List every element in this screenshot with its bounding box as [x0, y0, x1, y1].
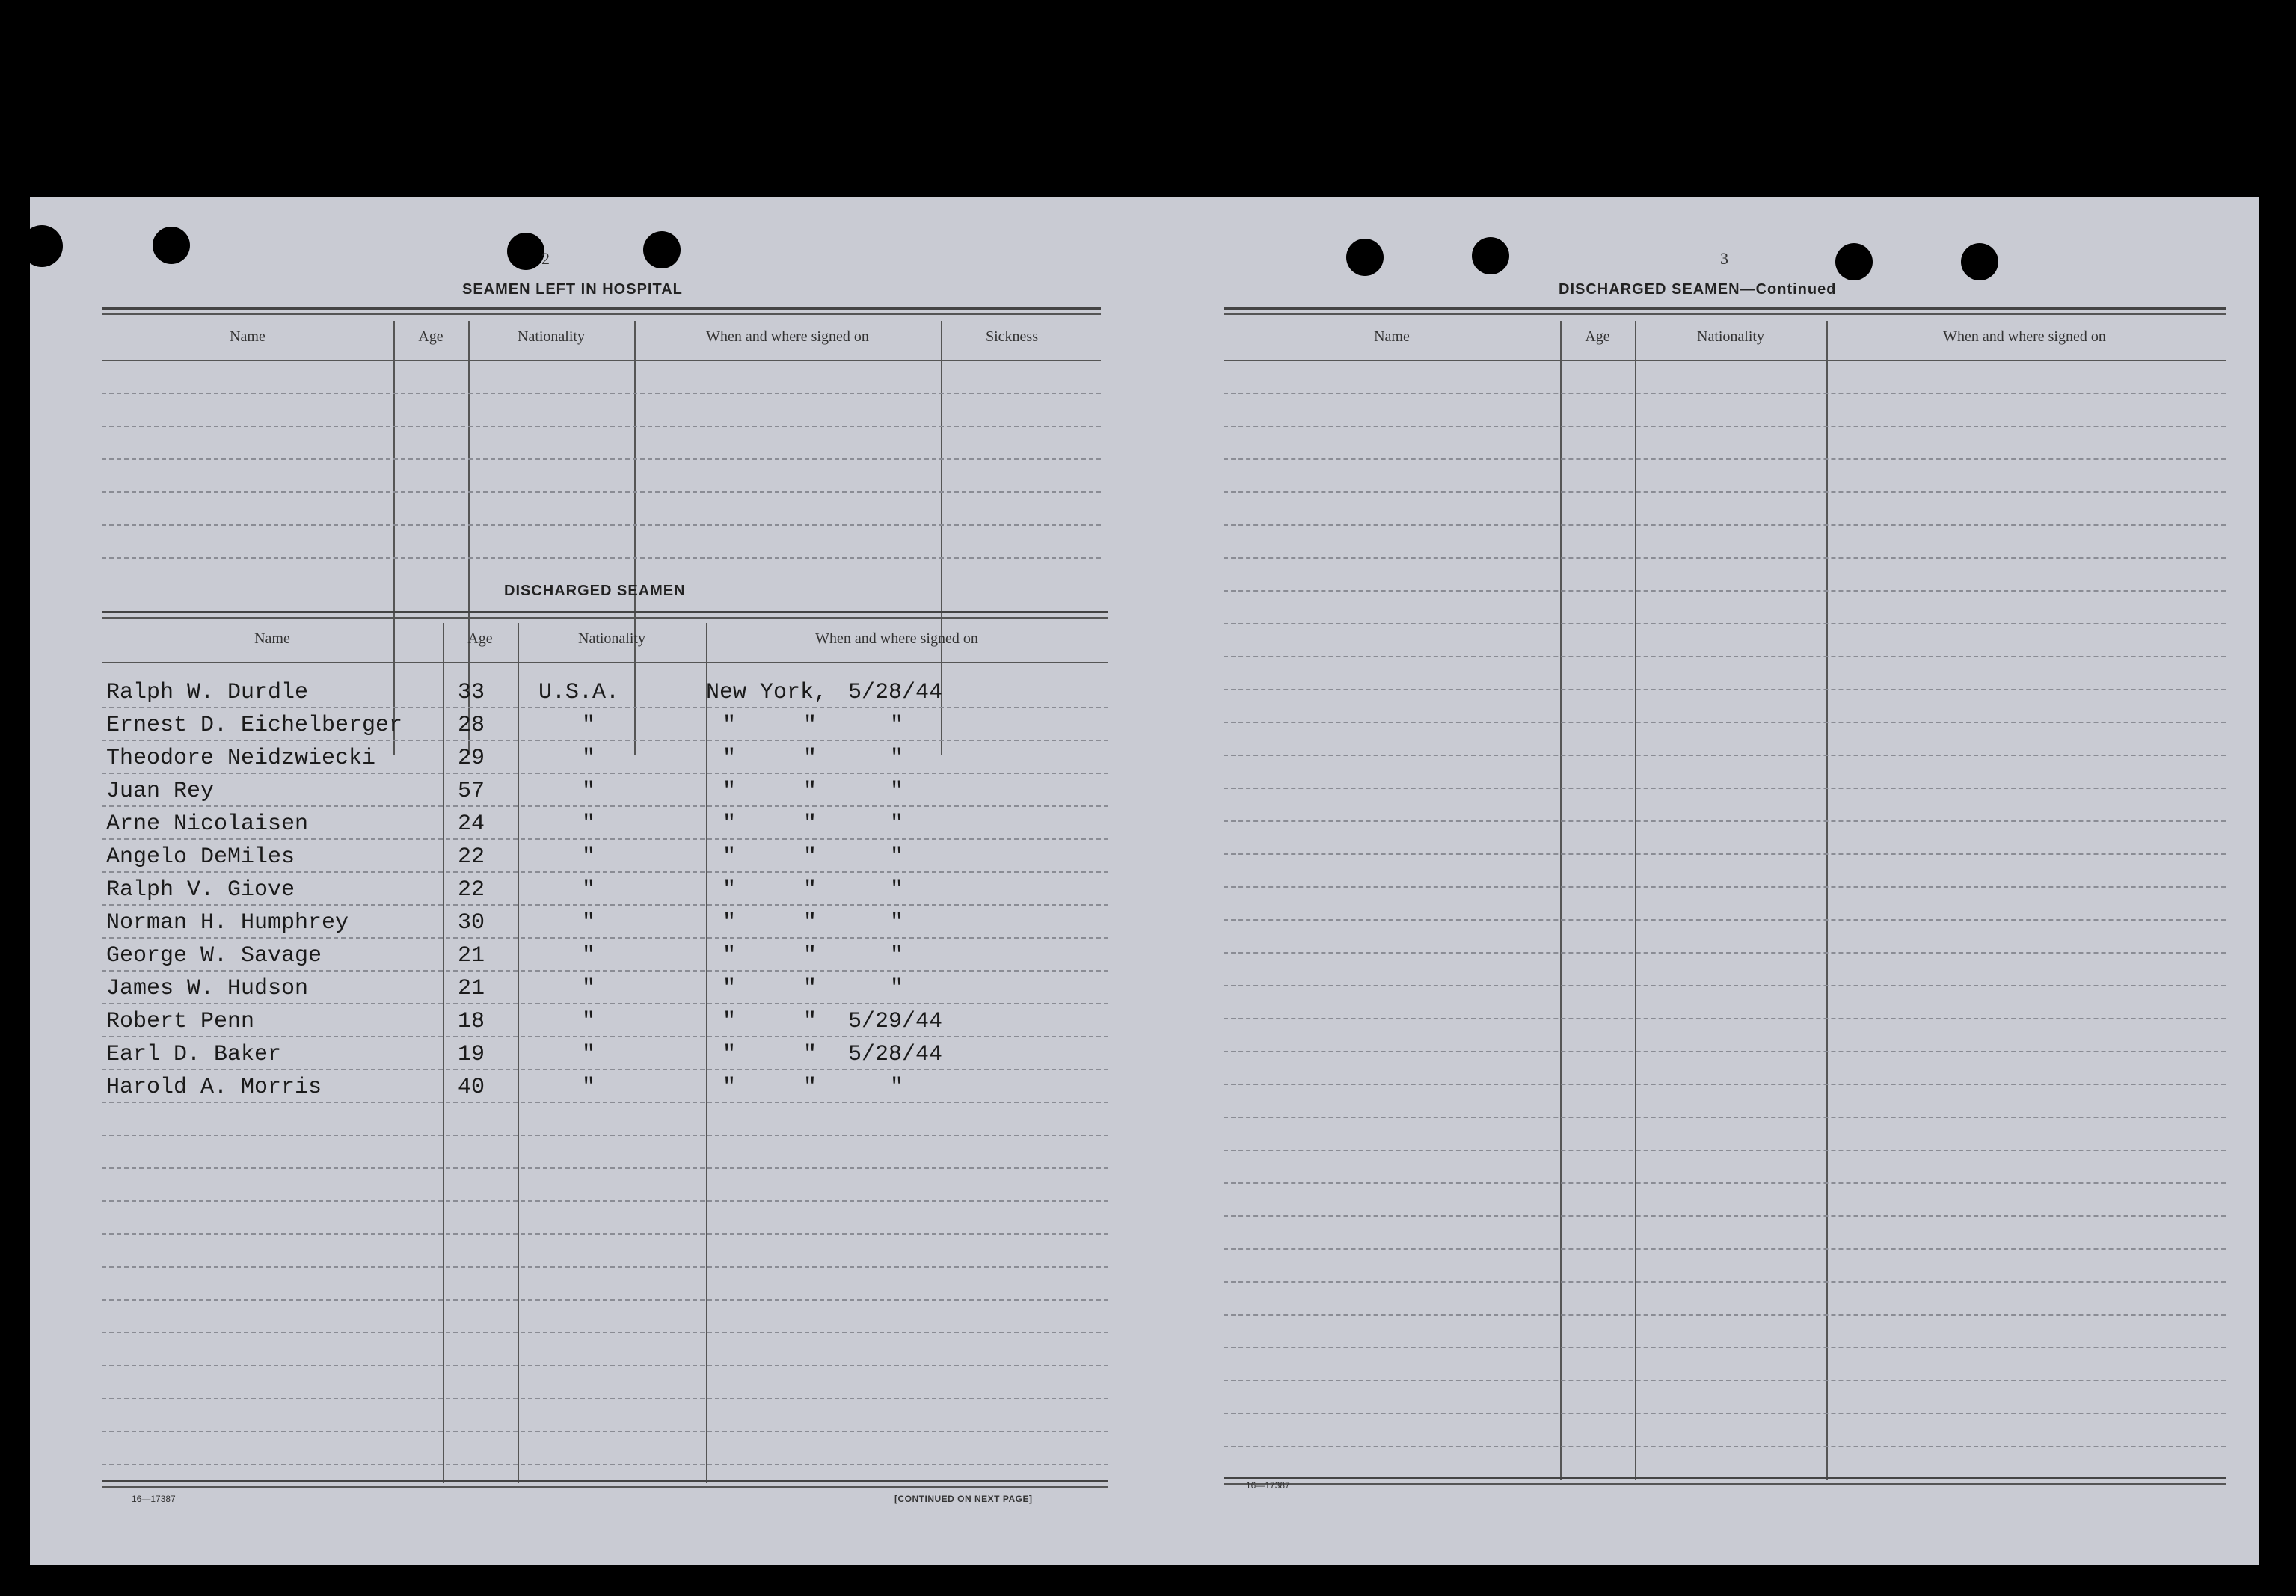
punch-hole	[507, 233, 544, 270]
right-col-name: Name	[1374, 328, 1410, 345]
punch-hole	[643, 231, 681, 268]
seaman-name: Arne Nicolaisen	[106, 811, 309, 837]
seaman-signed-on-place: " "	[722, 844, 817, 870]
right-col-nationality: Nationality	[1697, 328, 1764, 345]
seaman-signed-on-date: "	[890, 910, 904, 936]
left-footer-form-number: 16—17387	[132, 1494, 176, 1504]
seaman-age: 24	[458, 811, 485, 837]
hospital-col-nationality: Nationality	[518, 328, 585, 345]
seaman-name: Theodore Neidzwiecki	[106, 746, 376, 771]
right-section-title: DISCHARGED SEAMEN—Continued	[1559, 281, 1837, 298]
seaman-nationality: "	[582, 1042, 596, 1067]
discharged-col-signed-on: When and where signed on	[815, 630, 978, 647]
punch-hole	[153, 227, 190, 264]
seaman-signed-on-place: " "	[722, 713, 817, 738]
discharged-section-title: DISCHARGED SEAMEN	[504, 583, 686, 599]
punch-hole	[1835, 243, 1873, 280]
continued-note: [CONTINUED ON NEXT PAGE]	[894, 1494, 1033, 1504]
seaman-age: 57	[458, 779, 485, 804]
seaman-nationality: "	[582, 746, 596, 771]
punch-hole	[21, 225, 63, 267]
hospital-col-sickness: Sickness	[986, 328, 1038, 345]
right-page-number: 3	[1720, 249, 1728, 268]
seaman-age: 28	[458, 713, 485, 738]
seaman-name: James W. Hudson	[106, 976, 309, 1001]
punch-hole	[1346, 239, 1384, 276]
seaman-age: 21	[458, 943, 485, 969]
seaman-name: Robert Penn	[106, 1009, 255, 1034]
hospital-col-age: Age	[418, 328, 443, 345]
seaman-signed-on-place: " "	[722, 910, 817, 936]
right-col-age: Age	[1585, 328, 1610, 345]
seaman-signed-on-place: New York,	[706, 680, 828, 705]
seaman-age: 18	[458, 1009, 485, 1034]
seaman-age: 29	[458, 746, 485, 771]
hospital-col-name: Name	[230, 328, 265, 345]
seaman-signed-on-date: 5/29/44	[848, 1009, 943, 1034]
seaman-name: Ralph W. Durdle	[106, 680, 309, 705]
seaman-name: Juan Rey	[106, 779, 215, 804]
seaman-age: 19	[458, 1042, 485, 1067]
seaman-signed-on-date: "	[890, 779, 904, 804]
seaman-signed-on-date: "	[890, 943, 904, 969]
seaman-nationality: "	[582, 943, 596, 969]
seaman-age: 33	[458, 680, 485, 705]
document-sheet	[30, 197, 2259, 1565]
seaman-signed-on-date: "	[890, 811, 904, 837]
seaman-name: Harold A. Morris	[106, 1075, 322, 1100]
hospital-section-title: SEAMEN LEFT IN HOSPITAL	[462, 281, 683, 298]
seaman-nationality: "	[582, 976, 596, 1001]
seaman-nationality: "	[582, 811, 596, 837]
right-footer-form-number: 16—17387	[1246, 1480, 1290, 1491]
seaman-nationality: "	[582, 713, 596, 738]
seaman-signed-on-date: 5/28/44	[848, 680, 943, 705]
seaman-age: 30	[458, 910, 485, 936]
seaman-signed-on-date: "	[890, 1075, 904, 1100]
seaman-name: Angelo DeMiles	[106, 844, 295, 870]
right-col-signed-on: When and where signed on	[1943, 328, 2106, 345]
seaman-age: 22	[458, 877, 485, 903]
seaman-age: 21	[458, 976, 485, 1001]
seaman-age: 40	[458, 1075, 485, 1100]
seaman-signed-on-place: " "	[722, 943, 817, 969]
seaman-age: 22	[458, 844, 485, 870]
discharged-col-age: Age	[467, 630, 493, 647]
seaman-name: Ernest D. Eichelberger	[106, 713, 403, 738]
discharged-col-name: Name	[254, 630, 290, 647]
seaman-name: Ralph V. Giove	[106, 877, 295, 903]
left-page-number: 2	[541, 249, 550, 268]
seaman-signed-on-date: "	[890, 877, 904, 903]
seaman-nationality: "	[582, 877, 596, 903]
seaman-signed-on-place: " "	[722, 811, 817, 837]
hospital-col-signed-on: When and where signed on	[706, 328, 869, 345]
seaman-name: George W. Savage	[106, 943, 322, 969]
seaman-signed-on-date: "	[890, 976, 904, 1001]
seaman-signed-on-place: " "	[722, 1075, 817, 1100]
seaman-signed-on-date: "	[890, 746, 904, 771]
seaman-name: Earl D. Baker	[106, 1042, 282, 1067]
seaman-signed-on-place: " "	[722, 1009, 817, 1034]
seaman-nationality: "	[582, 779, 596, 804]
seaman-name: Norman H. Humphrey	[106, 910, 349, 936]
seaman-signed-on-place: " "	[722, 976, 817, 1001]
punch-hole	[1472, 237, 1509, 274]
seaman-signed-on-place: " "	[722, 746, 817, 771]
seaman-nationality: "	[582, 910, 596, 936]
punch-hole	[1961, 243, 1998, 280]
seaman-nationality: "	[582, 1075, 596, 1100]
seaman-signed-on-date: "	[890, 713, 904, 738]
discharged-col-nationality: Nationality	[578, 630, 645, 647]
seaman-signed-on-place: " "	[722, 779, 817, 804]
seaman-nationality: U.S.A.	[538, 680, 620, 705]
seaman-signed-on-date: "	[890, 844, 904, 870]
seaman-signed-on-place: " "	[722, 1042, 817, 1067]
seaman-signed-on-date: 5/28/44	[848, 1042, 943, 1067]
seaman-signed-on-place: " "	[722, 877, 817, 903]
seaman-nationality: "	[582, 1009, 596, 1034]
seaman-nationality: "	[582, 844, 596, 870]
